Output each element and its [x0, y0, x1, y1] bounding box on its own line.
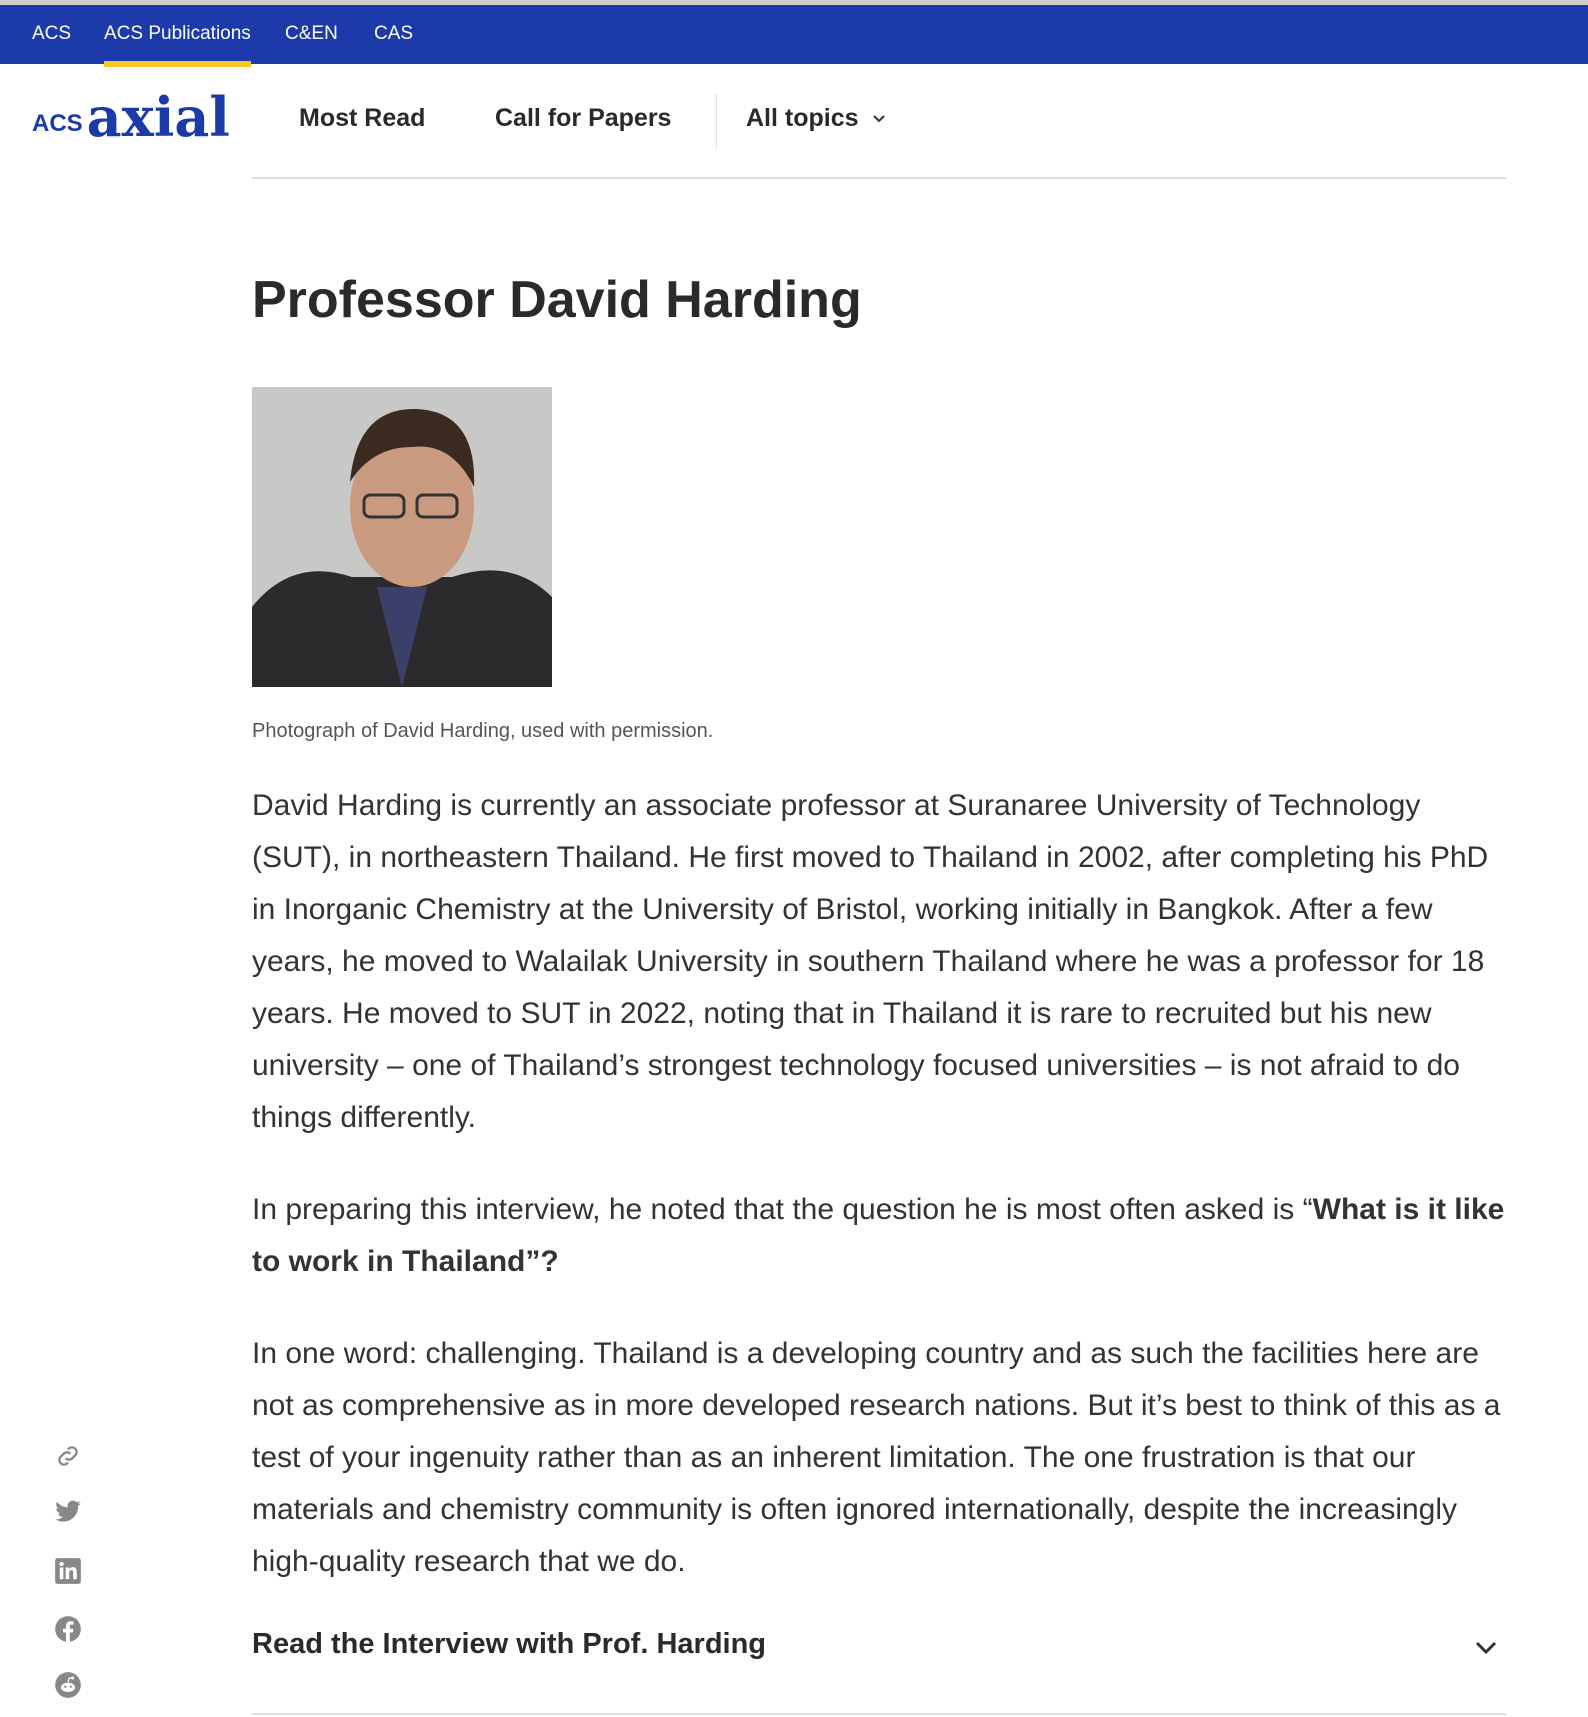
logo-axial: axial — [86, 85, 230, 149]
topbar-link-acs[interactable]: ACS — [32, 23, 72, 44]
topbar-link-acs-publications[interactable]: ACS Publications — [104, 23, 251, 44]
paragraph-question — [252, 1184, 1512, 1288]
question-intro: In preparing this interview, he noted that the question he is most often asked is “ — [252, 1193, 1313, 1226]
paragraph-answer: In one word: challenging. Thailand is a developing country and as such the facilities here are not as comprehensive as in more developed research nations. But it’s best to think of this as a test of your ingenuity rather than as an inherent limitation. The one frustration is that our materials and chemistry community is often ignored internationally, despite the increasingly high-quality research that we do. — [252, 1337, 1501, 1578]
nav-most-read[interactable]: Most Read — [299, 104, 426, 132]
topbar-link-cen[interactable]: C&EN — [285, 23, 338, 44]
site-header — [0, 64, 1588, 178]
header-divider — [252, 177, 1506, 179]
reddit-icon[interactable] — [54, 1671, 82, 1699]
chevron-down-icon[interactable] — [1472, 1636, 1500, 1660]
linkedin-icon[interactable] — [54, 1557, 82, 1585]
nav-all-topics[interactable] — [746, 104, 887, 133]
accordion-divider — [252, 1713, 1506, 1715]
acs-axial-logo[interactable] — [32, 85, 230, 149]
interview-accordion-toggle[interactable]: Read the Interview with Prof. Harding — [252, 1628, 767, 1660]
twitter-icon[interactable] — [54, 1498, 82, 1526]
topbar-link-cas[interactable]: CAS — [374, 23, 414, 44]
question-bold: What is it like to work in Thailand”? — [252, 1193, 1505, 1278]
logo-acs: ACS — [32, 110, 83, 137]
paragraph-bio: David Harding is currently an associate professor at Suranaree University of Technology (SUT), in northeastern Thailand. He first moved to Thailand in 2002, after completing his PhD in Inorganic Chemistry at the University of Bristol, working initially in Bangkok. After a few years, he moved to Walailak University in southern Thailand where he was a professor for 18 years. He moved to SUT in 2022, noting that in Thailand it is rare to recruited but his new university – one of Thailand’s strongest technology focused universities – is not afraid to do things differently. — [252, 789, 1489, 1134]
nav-call-for-papers[interactable]: Call for Papers — [495, 104, 672, 132]
portrait-photo — [252, 387, 552, 687]
photo-caption: Photograph of David Harding, used with permission. — [252, 720, 714, 742]
chevron-down-icon — [871, 113, 887, 125]
global-topbar — [0, 0, 1588, 64]
nav-divider — [716, 94, 717, 148]
page-title: Professor David Harding — [252, 271, 862, 329]
facebook-icon[interactable] — [54, 1615, 82, 1643]
all-topics-label: All topics — [746, 104, 859, 132]
link-icon[interactable] — [54, 1442, 82, 1470]
